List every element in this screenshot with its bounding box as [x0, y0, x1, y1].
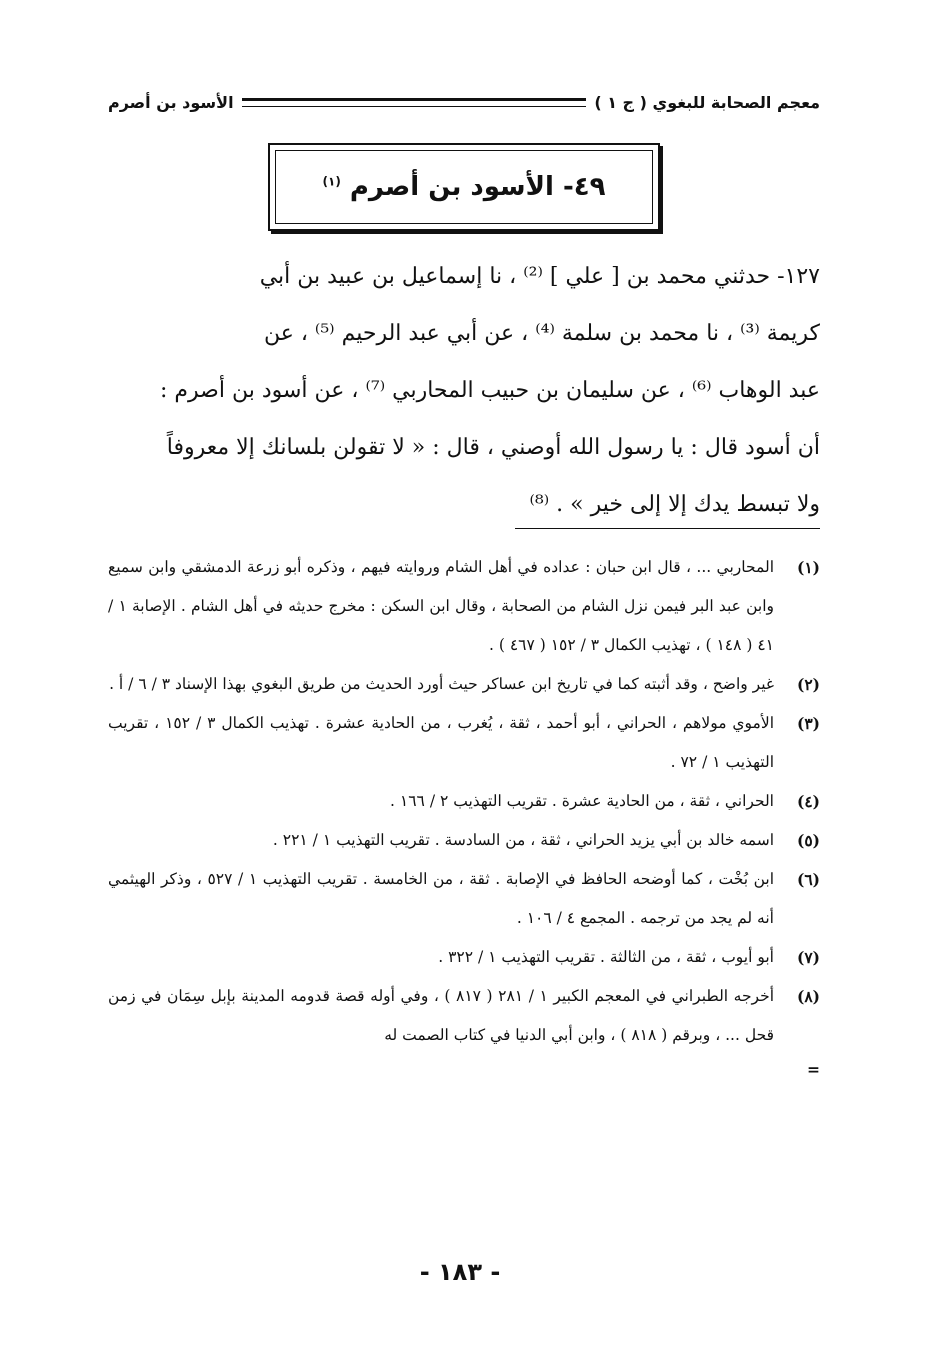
footnote-number: (٣) [796, 714, 820, 733]
footnote-number: (٤) [796, 792, 820, 811]
footnote-number: (٥) [796, 831, 820, 850]
footnote-item [108, 665, 820, 704]
hadith-line: عبد الوهاب ⁽⁶⁾ ، عن سليمان بن حبيب المحاربي ⁽⁷⁾ ، عن أسود بن أصرم : [160, 378, 820, 403]
footnote-item [108, 821, 820, 860]
footnote-text: الحراني ، ثقة ، من الحادية عشرة . تقريب التهذيب ٢ / ١٦٦ . [390, 792, 774, 810]
footnote-item [108, 860, 820, 938]
hadith-text [108, 248, 820, 533]
entry-title-text: ٤٩- الأسود بن أصرم [349, 172, 606, 202]
footnote-number: (٦) [796, 870, 820, 889]
footnote-text: غير واضح ، وقد أثبته كما في تاريخ ابن عساكر حيث أورد الحديث من طريق البغوي بهذا الإسناد ٣ / ٦ / أ . [109, 675, 774, 693]
footnote-item [108, 548, 820, 665]
footnote-text: المحاربي ... ، قال ابن حبان : عداده في أهل الشام وروايته فيهم ، وذكره أبو زرعة الدمشقي وابن سميع وابن عبد البر فيمن نزل الشام من الصحابة ، وقال ابن السكن : مخرج حديثه في أهل الشام . الإصابة ١ / ٤١ ( ١٤٨ ) ، تهذيب الكمال ٣ / ١٥٢ ( ٤٦٧ ) . [108, 558, 774, 654]
footnote-item [108, 938, 820, 977]
hadith-line: أن أسود قال : يا رسول الله أوصني ، قال : « لا تقولن بلسانك إلا معروفاً [166, 435, 820, 460]
footnote-continuation-mark: = [807, 1060, 820, 1079]
hadith-line: كريمة ⁽³⁾ ، نا محمد بن سلمة ⁽⁴⁾ ، عن أبي عبد الرحيم ⁽⁵⁾ ، عن [263, 321, 820, 346]
footnote-text: ابن بُخْت ، كما أوضحه الحافظ في الإصابة . ثقة ، من الخامسة . تقريب التهذيب ١ / ٥٢٧ ، وذكر الهيثمي أنه لم يجد من ترجمه . المجمع ٤ / ١٠٦ . [108, 870, 775, 927]
footnote-number: (٨) [796, 987, 820, 1006]
footnote-text: الأموي مولاهم ، الحراني ، أبو أحمد ، ثقة ، يُغرب ، من الحادية عشرة . تهذيب الكمال ٣ / ١٥٢ ، تقريب التهذيب ١ / ٧٢ . [108, 714, 774, 771]
footnote-item [108, 977, 820, 1055]
footnotes [108, 548, 820, 1085]
header-rule [242, 98, 587, 107]
entry-title-box [268, 143, 660, 231]
hadith-line: ولا تبسط يدك إلا إلى خير » . ⁽⁸⁾ [529, 492, 820, 517]
header-book-title: معجم الصحابة للبغوي ( ج ١ ) [594, 92, 820, 112]
footnote-separator [515, 528, 820, 529]
footnote-text: اسمه خالد بن أبي يزيد الحراني ، ثقة ، من السادسة . تقريب التهذيب ١ / ٢٢١ . [272, 831, 774, 849]
running-header [108, 88, 820, 116]
footnote-number: (٢) [796, 675, 820, 694]
footnote-item [108, 782, 820, 821]
entry-title [323, 172, 606, 202]
footnote-item [108, 704, 820, 782]
page-number: - ١٨٣ - [419, 1258, 501, 1286]
hadith-line: ١٢٧- حدثني محمد بن [ علي ] ⁽²⁾ ، نا إسماعيل بن عبيد بن أبي [259, 264, 820, 289]
entry-title-note-ref: (١) [322, 174, 341, 189]
header-entry-name: الأسود بن أصرم [108, 92, 234, 112]
footnote-text: أخرجه الطبراني في المعجم الكبير ١ / ٢٨١ ( ٨١٧ ) ، وفي أوله قصة قدومه المدينة بإبل سِمَان في زمن قحل ... ، وبرقم ( ٨١٨ ) ، وابن أبي الدنيا في كتاب الصمت له [108, 987, 774, 1044]
footnote-number: (٧) [796, 948, 820, 967]
footnote-number: (١) [796, 558, 820, 577]
footnote-text: أبو أيوب ، ثقة ، من الثالثة . تقريب التهذيب ١ / ٣٢٢ . [438, 948, 774, 966]
